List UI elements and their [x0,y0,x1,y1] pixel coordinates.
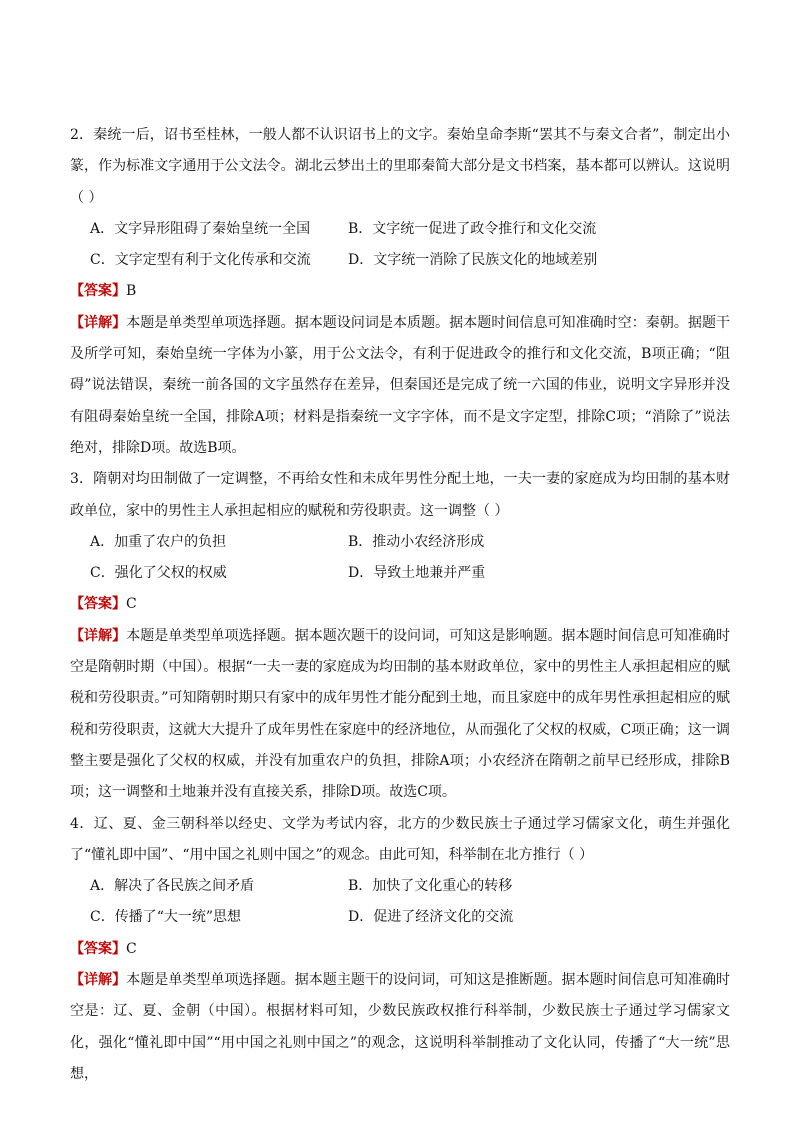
question-4 [70,809,730,1091]
document-page [70,120,730,1090]
option-c: C．文字定型有利于文化传承和交流 [90,252,311,269]
question-stem: 2．秦统一后，诏书至桂林，一般人都不认识诏书上的文字。秦始皇命李斯“罢其不与秦文合者”，制定出小篆，作为标准文字通用于公文法令。湖北云梦出土的里耶秦简大部分是文书档案，基本都可以辨认。这说明（ ） [70,127,730,206]
answer-label: 【答案】 [70,940,126,957]
answer-line [70,276,730,307]
option-list [70,214,730,277]
question-2 [70,120,730,464]
option-c: C．强化了父权的权威 [90,565,227,582]
option-d: D．导致土地兼并严重 [348,565,486,582]
detail-paragraph [70,621,730,809]
detail-text: 本题是单类型单项选择题。据本题主题干的设问词，可知这是推断题。据本题时间信息可知准确时空是：辽、夏、金朝（中国）。根据材料可知，少数民族政权推行科举制，少数民族士子通过学习儒家文化，强化“懂礼即中国”“用中国之礼则中国之”的观念，这说明科举制推动了文化认同，传播了“大一统”思想， [70,972,731,1082]
question-3 [70,464,730,808]
detail-label: 【详解】 [70,314,127,331]
option-a: A．加重了农户的负担 [90,533,227,550]
option-a: A．解决了各民族之间矛盾 [90,878,255,895]
option-b: B．推动小农经济形成 [348,533,485,550]
option-c: C．传播了“大一统”思想 [90,909,242,926]
answer-label: 【答案】 [70,596,126,613]
detail-paragraph [70,308,730,464]
answer-value: C [126,940,137,957]
option-b: B．文字统一促进了政令推行和文化交流 [348,220,597,237]
option-d: D．促进了经济文化的交流 [348,909,514,926]
option-list [70,871,730,934]
detail-text: 本题是单类型单项选择题。据本题设问词是本质题。据本题时间信息可知准确时空：秦朝。据题干及所学可知，秦始皇统一字体为小篆，用于公文法令，有利于促进政令的推行和文化交流，B项正确；“阻碍”说法错误，秦统一前各国的文字虽然存在差异，但秦国还是完成了统一六国的伟业，说明文字异形并没有阻碍秦始皇统一全国，排除A项；材料是指秦统一文字字体，而不是文字定型，排除C项；“消除了”说法绝对，排除D项。故选B项。 [70,314,731,456]
detail-paragraph [70,965,730,1090]
option-d: D．文字统一消除了民族文化的地域差别 [348,252,598,269]
detail-text: 本题是单类型单项选择题。据本题次题干的设问词，可知这是影响题。据本题时间信息可知准确时空是隋朝时期（中国）。根据“一夫一妻的家庭成为均田制的基本财政单位，家中的男性主人承担起相应的赋税和劳役职责。”可知隋朝时期只有家中的成年男性才能分配到土地，而且家庭中的成年男性承担起相应的赋税和劳役职责，这就大大提升了成年男性在家庭中的经济地位，从而强化了父权的权威，C项正确；这一调整主要是强化了父权的权威，并没有加重农户的负担，排除A项；小农经济在隋朝之前早已经形成，排除B项；这一调整和土地兼并没有直接关系，排除D项。故选C项。 [70,627,731,801]
detail-label: 【详解】 [70,972,127,989]
option-a: A．文字异形阻碍了秦始皇统一全国 [90,220,311,237]
question-stem: 3．隋朝对均田制做了一定调整，不再给女性和未成年男性分配土地，一夫一妻的家庭成为均田制的基本财政单位，家中的男性主人承担起相应的赋税和劳役职责。这一调整（ ） [70,471,730,519]
option-list [70,527,730,590]
answer-line [70,589,730,620]
answer-line [70,934,730,965]
answer-label: 【答案】 [70,283,126,300]
answer-value: C [126,596,137,613]
answer-value: B [126,283,137,300]
detail-label: 【详解】 [70,627,127,644]
question-stem: 4．辽、夏、金三朝科举以经史、文学为考试内容，北方的少数民族士子通过学习儒家文化，萌生并强化了“懂礼即中国”、“用中国之礼则中国之”的观念。由此可知，科举制在北方推行（ ） [70,815,730,863]
option-b: B．加快了文化重心的转移 [348,878,513,895]
